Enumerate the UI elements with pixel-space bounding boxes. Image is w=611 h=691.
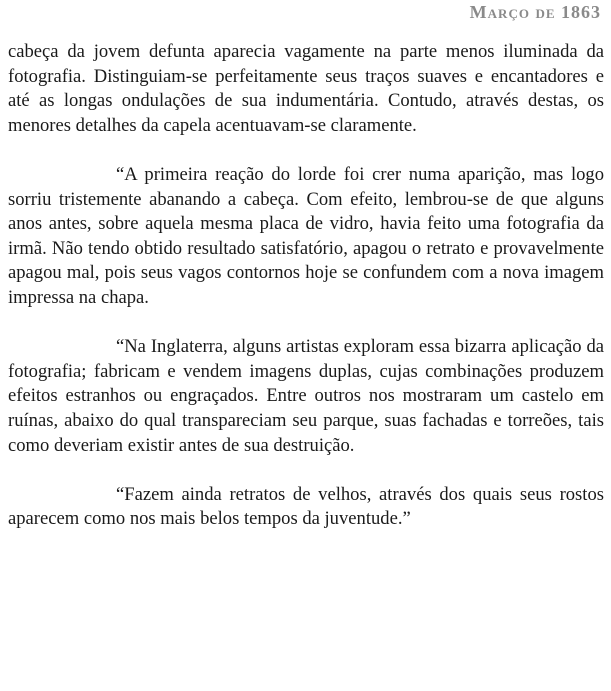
- paragraph-4: “Fazem ainda retratos de velhos, através dos quais seus rostos aparecem como nos mais belos tempos da juventude.”: [8, 483, 604, 530]
- running-head: Março de 1863: [469, 2, 601, 22]
- paragraph-1: cabeça da jovem defunta aparecia vagamente na parte menos iluminada da fotografia. Distinguiam-se perfeitamente seus traços suaves e encantadores e até as longas ondulações de sua indumentária. Contudo, através destas, os menores detalhes da capela acentuavam-se claramente.: [8, 41, 604, 136]
- body-text: [8, 40, 604, 556]
- paragraph-3: “Na Inglaterra, alguns artistas exploram essa bizarra aplicação da fotografia; fabricam e vendem imagens duplas, cujas combinações produzem efeitos estranhos ou engraçados. Entre outros nos mostraram um castelo em ruínas, abaixo do qual transpareciam seu parque, suas fachadas e torreões, tais como deveriam existir antes de sua destruição.: [8, 336, 604, 456]
- paragraph-2: “A primeira reação do lorde foi crer numa aparição, mas logo sorriu tristemente abanando a cabeça. Com efeito, lembrou-se de que alguns anos antes, sobre aquela mesma placa de vidro, havia feito uma fotografia da irmã. Não tendo obtido resultado satisfatório, apagou o retrato e provavelmente apagou mal, pois seus vagos contornos hoje se confundem com a nova imagem impressa na chapa.: [8, 163, 604, 308]
